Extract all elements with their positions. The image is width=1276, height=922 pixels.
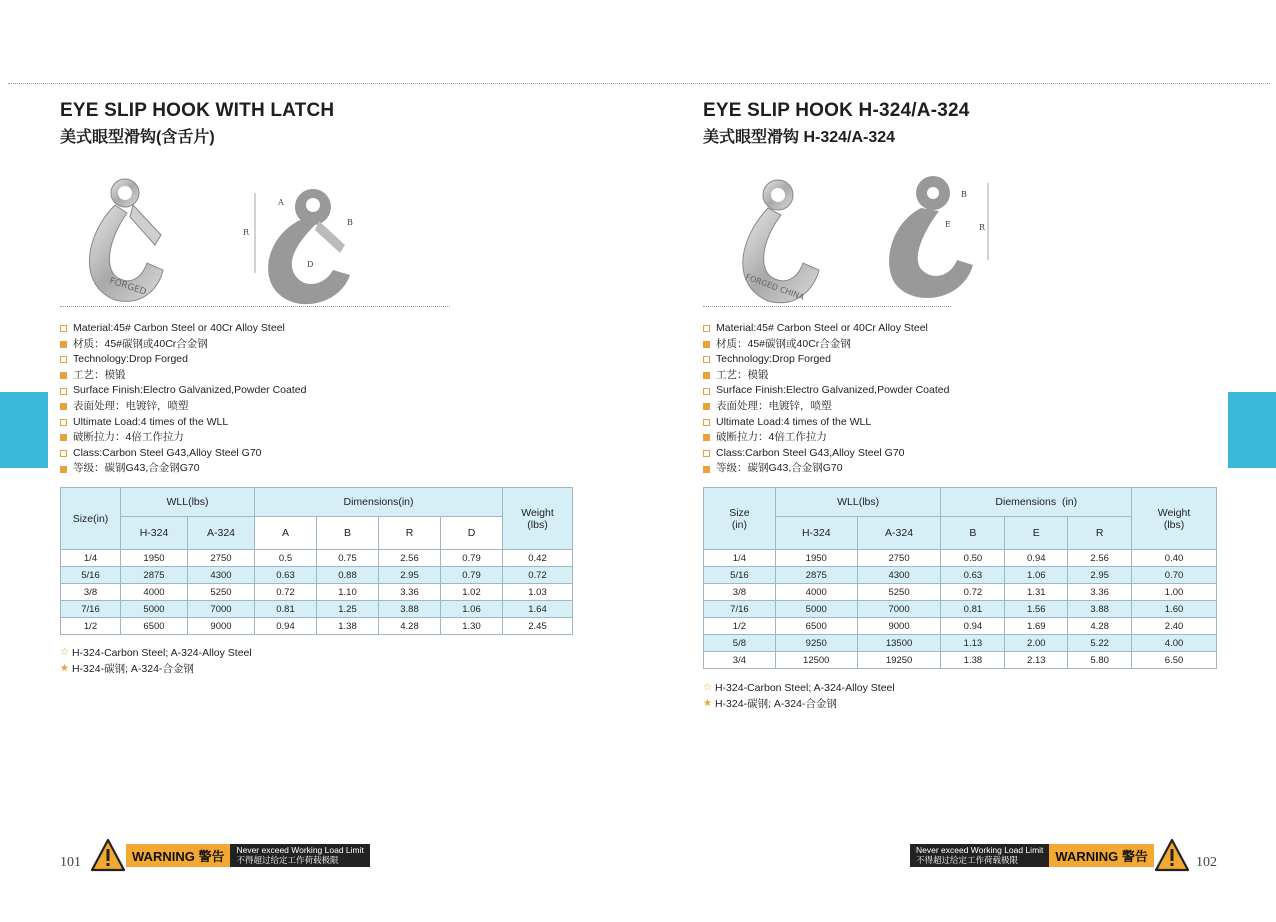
table-cell: 5000 [775,601,857,618]
table-cell: 6500 [121,618,188,635]
table-cell: 4.28 [1068,618,1132,635]
table-cell: 5250 [857,584,941,601]
table-cell: 0.5 [255,550,317,567]
svg-text:B: B [347,218,353,227]
header-size: Size (in) [704,488,776,550]
table-cell: 2.95 [379,567,441,584]
table-cell: 2.56 [379,550,441,567]
spec-item: Class:Carbon Steel G43,Alloy Steel G70 [703,446,949,462]
subheader: B [941,517,1005,550]
table-cell: 1.10 [317,584,379,601]
subheader: B [317,517,379,550]
warning-triangle-icon [1154,838,1190,872]
right-hook-photo-icon [723,175,1023,315]
table-cell: 6500 [775,618,857,635]
page-number-left: 101 [60,855,81,870]
subheader: H-324 [121,517,188,550]
spec-item: Surface Finish:Electro Galvanized,Powder Coated [60,383,306,399]
spec-item: 破断拉力：4倍工作拉力 [60,430,306,446]
table-cell: 9000 [188,618,255,635]
svg-text:FORGED CHINA: FORGED CHINA [744,272,806,303]
table-cell: 9250 [775,635,857,652]
table-row [704,652,1217,669]
table-cell: 1.38 [317,618,379,635]
page-number-right: 102 [1196,855,1217,870]
filled-square-bullet-icon [703,434,710,441]
spec-item: 等级：碳钢G43,合金钢G70 [703,461,949,477]
subheader: A-324 [857,517,941,550]
left-table-body [61,550,573,635]
table-cell: 1/2 [61,618,121,635]
spec-item: 材质：45#碳钢或40Cr合金钢 [60,337,306,353]
table-cell: 2.13 [1005,652,1068,669]
table-cell: 1.30 [441,618,503,635]
svg-text:B: B [961,190,967,199]
table-row [704,567,1217,584]
star-outline-icon: ☆ [60,647,69,658]
table-cell: 1950 [121,550,188,567]
table-cell: 3.88 [1068,601,1132,618]
table-cell: 4300 [857,567,941,584]
right-edge-tab [1228,392,1276,468]
warning-label: WARNING 警告 [1049,844,1153,867]
right-spec-separator [703,306,951,307]
table-cell: 1.13 [941,635,1005,652]
table-cell: 1.25 [317,601,379,618]
filled-square-bullet-icon [60,372,67,379]
subheader: H-324 [775,517,857,550]
table-cell: 0.94 [941,618,1005,635]
table-cell: 0.70 [1132,567,1217,584]
table-cell: 0.50 [941,550,1005,567]
spec-item: Surface Finish:Electro Galvanized,Powder Coated [703,383,949,399]
left-title-en: EYE SLIP HOOK WITH LATCH [60,100,335,121]
svg-text:FORGED: FORGED [108,276,148,298]
table-cell: 5250 [188,584,255,601]
table-cell: 2.45 [503,618,573,635]
warning-message: Never exceed Working Load Limit 不得超过给定工作荷载极限 [230,844,369,867]
spec-item: Class:Carbon Steel G43,Alloy Steel G70 [60,446,306,462]
table-cell: 0.63 [255,567,317,584]
filled-square-bullet-icon [60,434,67,441]
table-cell: 0.79 [441,567,503,584]
open-square-bullet-icon [60,450,67,457]
table-cell: 5.22 [1068,635,1132,652]
header-size: Size(in) [61,488,121,550]
left-title-cn: 美式眼型滑钩(含舌片) [60,129,215,146]
table-cell: 2875 [121,567,188,584]
table-cell: 2750 [188,550,255,567]
right-notes [703,680,895,712]
open-square-bullet-icon [60,325,67,332]
table-cell: 7000 [857,601,941,618]
right-page [703,100,1223,710]
table-cell: 1.06 [441,601,503,618]
table-cell: 1/2 [704,618,776,635]
filled-square-bullet-icon [60,341,67,348]
table-cell: 4300 [188,567,255,584]
filled-square-bullet-icon [703,466,710,473]
header-weight: Weight (lbs) [1132,488,1217,550]
table-cell: 3/8 [704,584,776,601]
table-cell: 0.79 [441,550,503,567]
warning-label: WARNING 警告 [126,844,230,867]
table-cell: 2.56 [1068,550,1132,567]
open-square-bullet-icon [60,419,67,426]
table-cell: 4.00 [1132,635,1217,652]
spec-item: 等级：碳钢G43,合金钢G70 [60,461,306,477]
table-cell: 1950 [775,550,857,567]
table-cell: 1.38 [941,652,1005,669]
spec-item: 工艺：模锻 [703,368,949,384]
subheader: A-324 [188,517,255,550]
table-cell: 1.69 [1005,618,1068,635]
subheader: E [1005,517,1068,550]
table-cell: 13500 [857,635,941,652]
table-cell: 1/4 [704,550,776,567]
table-cell: 2.00 [1005,635,1068,652]
header-dimensions: Dimensions(in) [255,488,503,517]
table-cell: 1/4 [61,550,121,567]
spec-item: Technology:Drop Forged [60,352,306,368]
table-cell: 3.36 [1068,584,1132,601]
table-cell: 5.80 [1068,652,1132,669]
spec-item: 表面处理：电镀锌，喷塑 [60,399,306,415]
table-cell: 5/8 [704,635,776,652]
table-cell: 0.63 [941,567,1005,584]
spec-item: 破断拉力：4倍工作拉力 [703,430,949,446]
table-cell: 0.42 [503,550,573,567]
table-cell: 2750 [857,550,941,567]
table-cell: 0.72 [941,584,1005,601]
table-row [704,601,1217,618]
table-cell: 2875 [775,567,857,584]
table-cell: 1.02 [441,584,503,601]
svg-text:R: R [243,228,250,237]
open-square-bullet-icon [703,450,710,457]
table-cell: 7/16 [704,601,776,618]
table-row [61,601,573,618]
table-row [704,635,1217,652]
left-spec-list [60,321,306,477]
table-cell: 5/16 [704,567,776,584]
table-cell: 0.75 [317,550,379,567]
star-filled-icon: ★ [60,663,69,674]
table-cell: 6.50 [1132,652,1217,669]
table-cell: 4000 [775,584,857,601]
table-row [61,618,573,635]
svg-text:R: R [979,223,986,232]
spec-item: Ultimate Load:4 times of the WLL [60,415,306,431]
table-cell: 0.72 [255,584,317,601]
left-edge-tab [0,392,48,468]
open-square-bullet-icon [703,419,710,426]
right-product-figures [703,175,1223,325]
table-cell: 7000 [188,601,255,618]
filled-square-bullet-icon [703,341,710,348]
left-notes [60,645,252,677]
table-cell: 12500 [775,652,857,669]
table-cell: 0.81 [255,601,317,618]
spec-item: Material:45# Carbon Steel or 40Cr Alloy Steel [703,321,949,337]
right-title-en: EYE SLIP HOOK H-324/A-324 [703,100,970,121]
table-row [61,567,573,584]
spec-item: 表面处理：电镀锌，喷塑 [703,399,949,415]
spec-item: Ultimate Load:4 times of the WLL [703,415,949,431]
table-cell: 0.81 [941,601,1005,618]
spec-item: 材质：45#碳钢或40Cr合金钢 [703,337,949,353]
warning-message: Never exceed Working Load Limit 不得超过给定工作荷载极限 [910,844,1049,867]
note-line: ★ H-324-碳钢; A-324-合金钢 [703,698,837,710]
table-cell: 1.03 [503,584,573,601]
subheader: R [379,517,441,550]
table-cell: 5000 [121,601,188,618]
table-cell: 0.72 [503,567,573,584]
left-product-figures [60,175,580,325]
right-spec-list [703,321,949,477]
open-square-bullet-icon [703,388,710,395]
table-row [704,618,1217,635]
open-square-bullet-icon [703,356,710,363]
table-cell: 19250 [857,652,941,669]
table-cell: 3/8 [61,584,121,601]
table-cell: 4000 [121,584,188,601]
star-filled-icon: ★ [703,698,712,709]
filled-square-bullet-icon [703,403,710,410]
note-line: ☆ H-324-Carbon Steel; A-324-Alloy Steel [703,682,895,694]
filled-square-bullet-icon [60,466,67,473]
left-hook-photo-icon [75,175,375,315]
table-cell: 1.06 [1005,567,1068,584]
svg-text:E: E [945,220,951,229]
table-cell: 1.31 [1005,584,1068,601]
table-row [704,550,1217,567]
table-cell: 3.88 [379,601,441,618]
subheader: R [1068,517,1132,550]
star-outline-icon: ☆ [703,682,712,693]
open-square-bullet-icon [703,325,710,332]
right-title-cn: 美式眼型滑钩 H-324/A-324 [703,129,896,146]
table-cell: 0.94 [255,618,317,635]
table-row [61,584,573,601]
warning-triangle-icon [90,838,126,872]
left-spec-table [60,487,573,635]
table-cell: 3.36 [379,584,441,601]
table-cell: 9000 [857,618,941,635]
filled-square-bullet-icon [703,372,710,379]
table-cell: 1.00 [1132,584,1217,601]
spec-item: Material:45# Carbon Steel or 40Cr Alloy Steel [60,321,306,337]
table-cell: 1.60 [1132,601,1217,618]
note-line: ☆ H-324-Carbon Steel; A-324-Alloy Steel [60,647,252,659]
subheader: A [255,517,317,550]
right-spec-table [703,487,1217,669]
warning-banner-left [90,838,370,872]
header-weight: Weight (lbs) [503,488,573,550]
left-page [60,100,580,675]
header-dimensions: Diemensions (in) [941,488,1132,517]
table-cell: 2.40 [1132,618,1217,635]
filled-square-bullet-icon [60,403,67,410]
open-square-bullet-icon [60,388,67,395]
table-row [704,584,1217,601]
table-cell: 1.64 [503,601,573,618]
warning-banner-right [910,838,1190,872]
table-cell: 0.40 [1132,550,1217,567]
header-wll: WLL(lbs) [775,488,941,517]
table-cell: 2.95 [1068,567,1132,584]
table-cell: 3/4 [704,652,776,669]
spec-item: Technology:Drop Forged [703,352,949,368]
table-row [61,550,573,567]
open-square-bullet-icon [60,356,67,363]
header-wll: WLL(lbs) [121,488,255,517]
top-dotted-rule [8,83,1270,84]
table-cell: 5/16 [61,567,121,584]
table-cell: 4.28 [379,618,441,635]
table-cell: 1.56 [1005,601,1068,618]
note-line: ★ H-324-碳钢; A-324-合金钢 [60,663,194,675]
table-cell: 0.88 [317,567,379,584]
svg-text:D: D [307,260,314,269]
table-cell: 7/16 [61,601,121,618]
left-spec-separator [60,306,450,307]
right-table-body [704,550,1217,669]
table-cell: 0.94 [1005,550,1068,567]
svg-text:A: A [278,198,284,207]
subheader: D [441,517,503,550]
spec-item: 工艺：模锻 [60,368,306,384]
